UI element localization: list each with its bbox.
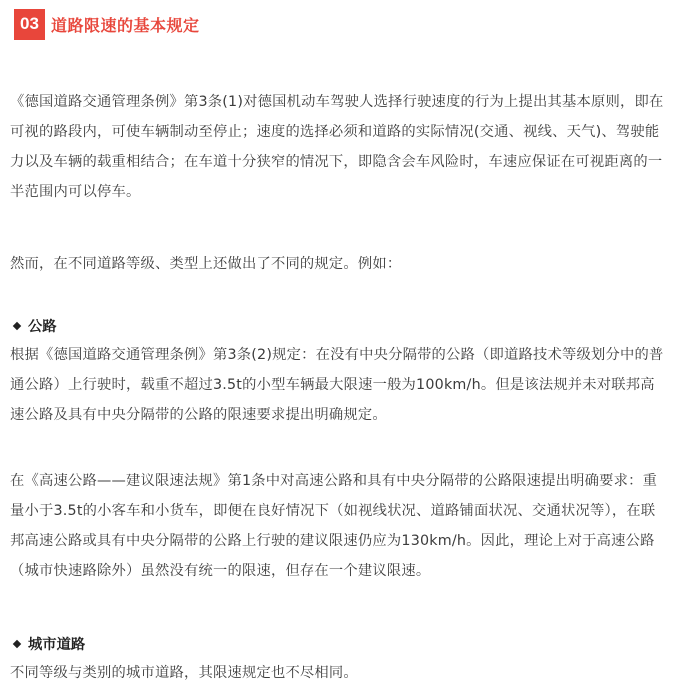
paragraph-intro: 然而，在不同道路等级、类型上还做出了不同的规定。例如： [10, 256, 402, 272]
paragraph-principle: 《德国道路交通管理条例》第3条(1)对德国机动车驾驶人选择行驶速度的行为上提出其基本原则，即在可视的路段内，可使车辆制动至停止；速度的选择必须和道路的实际情况(交通、视线、天气)、驾驶能力以及车辆的载重相结合；在车道十分狭窄的情况下，即隐含会车风险时，车速应保证在可视距离的一半范围内可以停车。 [10, 94, 664, 200]
subheading-urban-label: 城市道路 [28, 637, 86, 653]
diamond-bullet-icon [13, 322, 21, 330]
paragraph-highway-rule: 在《高速公路——建议限速法规》第1条中对高速公路和具有中央分隔带的公路限速提出明确要求：重量小于3.5t的小客车和小货车，即便在良好情况下（如视线状况、道路铺面状况、交通状况等），在联邦高速公路或具有中央分隔带的公路上行驶的建议限速仍应为130km/h。因此，理论上对于高速公路（城市快速路除外）虽然没有统一的限速，但存在一个建议限速。 [10, 473, 658, 579]
section-header [14, 6, 200, 42]
diamond-bullet-icon [13, 640, 21, 648]
subheading-road-label: 公路 [28, 319, 57, 335]
section-title: 道路限速的基本规定 [51, 15, 200, 35]
subheading-road [10, 316, 57, 336]
subheading-urban [10, 634, 85, 654]
paragraph-urban-rule: 不同等级与类别的城市道路，其限速规定也不尽相同。 [10, 665, 358, 681]
paragraph-road-rule: 根据《德国道路交通管理条例》第3条(2)规定：在没有中央分隔带的公路（即道路技术等级划分中的普通公路）上行驶时，载重不超过3.5t的小型车辆最大限速一般为100km/h。但是该法规并未对联邦高速公路及具有中央分隔带的公路的限速要求提出明确规定。 [10, 347, 664, 423]
section-number-badge: 03 [14, 9, 45, 40]
